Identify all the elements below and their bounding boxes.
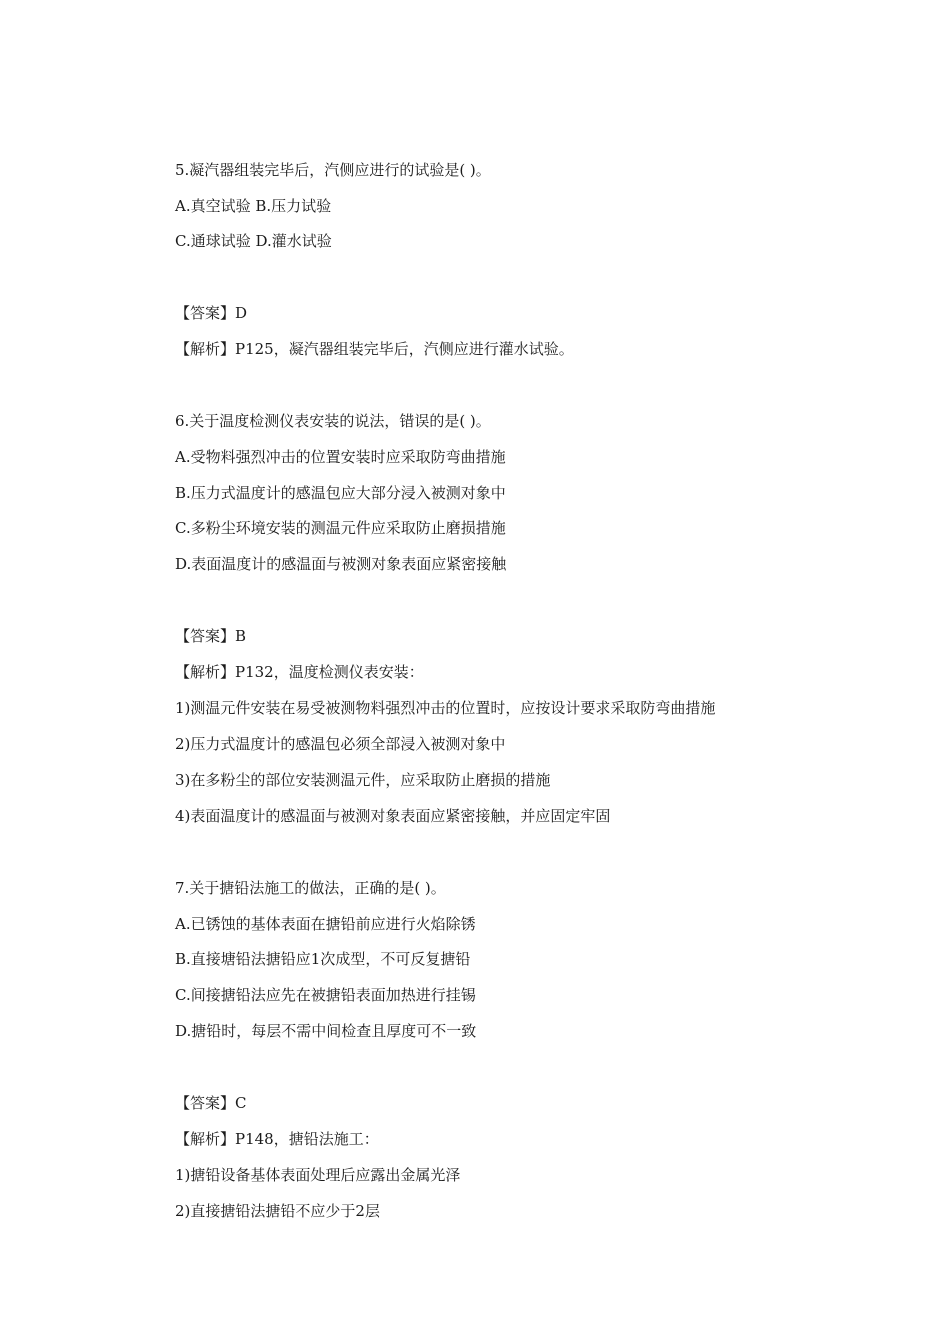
- question-7-option-d: D.搪铅时，每层不需中间检查且厚度可不一致: [175, 1022, 477, 1040]
- question-7-analysis-point-2: 2)直接搪铅法搪铅不应少于2层: [175, 1202, 380, 1220]
- question-7-option-b: B.直接塘铅法搪铅应1次成型，不可反复搪铅: [175, 950, 471, 968]
- question-7-stem: 7.关于搪铅法施工的做法，正确的是( )。: [175, 879, 446, 897]
- question-5-answer: 【答案】D: [175, 304, 248, 322]
- question-7-answer: 【答案】C: [175, 1094, 247, 1112]
- question-6-option-c: C.多粉尘环境安装的测温元件应采取防止磨损措施: [175, 519, 506, 537]
- question-6-option-d: D.表面温度计的感温面与被测对象表面应紧密接触: [175, 555, 507, 573]
- question-6-analysis-point-4: 4)表面温度计的感温面与被测对象表面应紧密接触，并应固定牢固: [175, 807, 611, 825]
- question-7-analysis-point-1: 1)搪铅设备基体表面处理后应露出金属光泽: [175, 1166, 461, 1184]
- question-5-analysis: 【解析】P125，凝汽器组装完毕后，汽侧应进行灌水试验。: [175, 340, 574, 358]
- question-6-option-a: A.受物料强烈冲击的位置安装时应采取防弯曲措施: [175, 448, 506, 466]
- question-6-option-b: B.压力式温度计的感温包应大部分浸入被测对象中: [175, 484, 506, 502]
- question-6-stem: 6.关于温度检测仪表安装的说法，错误的是( )。: [175, 412, 491, 430]
- question-6-analysis-point-2: 2)压力式温度计的感温包必须全部浸入被测对象中: [175, 735, 506, 753]
- question-6-analysis-point-3: 3)在多粉尘的部位安装测温元件，应采取防止磨损的措施: [175, 771, 551, 789]
- question-7-analysis-heading: 【解析】P148，搪铅法施工：: [175, 1130, 379, 1148]
- question-7-option-c: C.间接搪铅法应先在被搪铅表面加热进行挂锡: [175, 986, 476, 1004]
- question-6-analysis-point-1: 1)测温元件安装在易受被测物料强烈冲击的位置时，应按设计要求采取防弯曲措施: [175, 699, 716, 717]
- question-5-option-line-1: A.真空试验 B.压力试验: [175, 197, 332, 215]
- question-5-option-line-2: C.通球试验 D.灌水试验: [175, 232, 332, 250]
- question-5-stem: 5.凝汽器组装完毕后，汽侧应进行的试验是( )。: [175, 161, 491, 179]
- question-6-analysis-heading: 【解析】P132，温度检测仪表安装：: [175, 663, 424, 681]
- question-6-answer: 【答案】B: [175, 627, 247, 645]
- question-7-option-a: A.已锈蚀的基体表面在搪铅前应进行火焰除锈: [175, 915, 476, 933]
